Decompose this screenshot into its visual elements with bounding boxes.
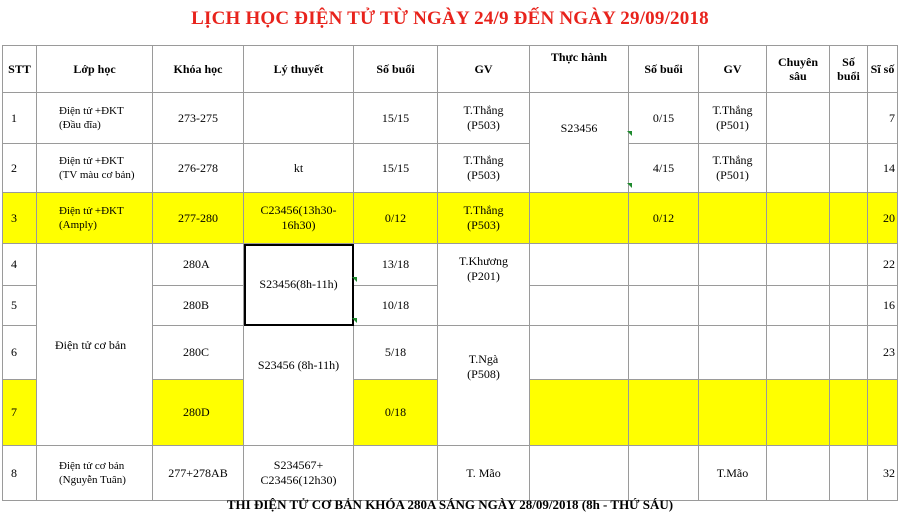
cell-th-so-buoi: 0/12 xyxy=(629,193,699,244)
cell-si-so: 14 xyxy=(868,144,898,193)
lop-line-1: Điện tử cơ bản xyxy=(59,460,125,472)
ly-line-1: S234567+ xyxy=(273,458,324,472)
cell-cs-so-buoi xyxy=(830,193,868,244)
cell-th-gv: T.Mão xyxy=(699,446,767,501)
cell-stt: 1 xyxy=(3,93,37,144)
cell-so-buoi: 5/18 xyxy=(354,326,438,380)
cell-cs-so-buoi xyxy=(830,446,868,501)
cell-ly-thuyet xyxy=(244,446,354,501)
gv-line-1: T.Thắng xyxy=(463,103,504,117)
header-thuc-hanh: Thực hành xyxy=(530,46,629,93)
lop-line-2: (Nguyễn Tuân) xyxy=(59,474,126,486)
cell-chuyen-sau xyxy=(767,144,830,193)
cell-lop-hoc xyxy=(37,144,153,193)
cell-lop-hoc xyxy=(37,93,153,144)
cell-lop-hoc xyxy=(37,446,153,501)
cell-ly-thuyet xyxy=(244,193,354,244)
cell-so-buoi: 15/15 xyxy=(354,144,438,193)
ly-line-1: C23456(13h30- xyxy=(260,203,337,217)
cell-cs-so-buoi xyxy=(830,93,868,144)
cell-lop-hoc xyxy=(37,193,153,244)
cell-gv-merged xyxy=(438,326,530,446)
cell-chuyen-sau xyxy=(767,244,830,286)
table-row-highlighted xyxy=(3,193,898,244)
cell-so-buoi: 10/18 xyxy=(354,286,438,326)
cell-thuc-hanh xyxy=(530,326,629,380)
lop-line-2: (Amply) xyxy=(59,219,97,231)
cell-thuc-hanh xyxy=(530,286,629,326)
cell-lop-hoc-merged: Điện tử cơ bản xyxy=(37,244,153,446)
cell-gv-merged xyxy=(438,244,530,326)
cell-stt: 4 xyxy=(3,244,37,286)
gv-line-1: T.Thắng xyxy=(463,153,504,167)
cell-khoa-hoc: 277-280 xyxy=(153,193,244,244)
cell-cs-so-buoi xyxy=(830,380,868,446)
cell-thuc-hanh xyxy=(530,244,629,286)
cell-stt: 7 xyxy=(3,380,37,446)
cell-so-buoi: 13/18 xyxy=(354,244,438,286)
cell-thuc-hanh xyxy=(530,446,629,501)
cell-so-buoi: 15/15 xyxy=(354,93,438,144)
header-ly-thuyet: Lý thuyết xyxy=(244,46,354,93)
cell-th-gv xyxy=(699,286,767,326)
ly-line-2: C23456(12h30) xyxy=(260,473,337,487)
cell-khoa-hoc: 280D xyxy=(153,380,244,446)
cell-stt: 3 xyxy=(3,193,37,244)
header-so-buoi-lt: Số buổi xyxy=(354,46,438,93)
cell-khoa-hoc: 273-275 xyxy=(153,93,244,144)
cell-gv xyxy=(438,93,530,144)
table-row xyxy=(3,244,898,286)
cell-si-so: 22 xyxy=(868,244,898,286)
cell-th-so-buoi: 4/15 xyxy=(629,144,699,193)
cell-cs-so-buoi xyxy=(830,326,868,380)
cell-chuyen-sau xyxy=(767,446,830,501)
cell-si-so: 16 xyxy=(868,286,898,326)
comment-marker-icon xyxy=(352,318,357,323)
cell-so-buoi: 0/18 xyxy=(354,380,438,446)
table-row xyxy=(3,93,898,144)
header-gv-th: GV xyxy=(699,46,767,93)
cell-chuyen-sau xyxy=(767,326,830,380)
cell-th-so-buoi: 0/15 xyxy=(629,93,699,144)
header-si-so: Sĩ số xyxy=(868,46,898,93)
th-gv-line-2: (P501) xyxy=(716,168,749,182)
cell-stt: 8 xyxy=(3,446,37,501)
table-row xyxy=(3,144,898,193)
header-so-buoi-th: Số buổi xyxy=(629,46,699,93)
gv-line-2: (P503) xyxy=(467,168,500,182)
cell-stt: 5 xyxy=(3,286,37,326)
comment-marker-icon xyxy=(352,277,357,282)
cell-gv xyxy=(438,144,530,193)
cell-stt: 6 xyxy=(3,326,37,380)
cell-thuc-hanh xyxy=(530,193,629,244)
cell-si-so: 32 xyxy=(868,446,898,501)
lop-line-2: (Đầu đĩa) xyxy=(59,119,101,131)
cell-th-gv xyxy=(699,326,767,380)
header-row xyxy=(3,46,898,93)
cell-th-gv xyxy=(699,93,767,144)
schedule-table xyxy=(2,45,898,501)
cell-chuyen-sau xyxy=(767,193,830,244)
cell-ly-thuyet: kt xyxy=(244,144,354,193)
cell-ly-thuyet xyxy=(244,93,354,144)
header-khoa-hoc: Khóa học xyxy=(153,46,244,93)
cell-stt: 2 xyxy=(3,144,37,193)
cell-th-so-buoi xyxy=(629,326,699,380)
cell-khoa-hoc: 280C xyxy=(153,326,244,380)
cell-khoa-hoc: 276-278 xyxy=(153,144,244,193)
cell-so-buoi: 0/12 xyxy=(354,193,438,244)
lop-line-1: Điện tử +ĐKT xyxy=(59,105,124,117)
th-gv-line-2: (P501) xyxy=(716,118,749,132)
cell-khoa-hoc: 280A xyxy=(153,244,244,286)
cell-si-so: 23 xyxy=(868,326,898,380)
cell-ly-thuyet-merged: S23456(8h-11h) xyxy=(244,244,354,326)
cell-th-gv xyxy=(699,244,767,286)
cell-th-gv xyxy=(699,380,767,446)
cell-chuyen-sau xyxy=(767,286,830,326)
gv-line-2: (P503) xyxy=(467,218,500,232)
cell-thuc-hanh-merged: S23456 xyxy=(530,93,629,193)
th-gv-line-1: T.Thắng xyxy=(712,153,753,167)
cell-gv: T. Mão xyxy=(438,446,530,501)
cell-thuc-hanh xyxy=(530,380,629,446)
header-stt: STT xyxy=(3,46,37,93)
cell-si-so: 7 xyxy=(868,93,898,144)
header-chuyen-sau: Chuyên sâu xyxy=(767,46,830,93)
gv-line-2: (P201) xyxy=(467,269,500,283)
cell-th-so-buoi xyxy=(629,244,699,286)
comment-marker-icon xyxy=(627,131,632,136)
cell-ly-thuyet-merged: S23456 (8h-11h) xyxy=(244,326,354,446)
cell-th-gv xyxy=(699,193,767,244)
cell-cs-so-buoi xyxy=(830,144,868,193)
cell-chuyen-sau xyxy=(767,93,830,144)
cell-so-buoi xyxy=(354,446,438,501)
cell-si-so: 20 xyxy=(868,193,898,244)
comment-marker-icon xyxy=(627,183,632,188)
header-gv-lt: GV xyxy=(438,46,530,93)
cell-th-so-buoi xyxy=(629,380,699,446)
cell-cs-so-buoi xyxy=(830,286,868,326)
cell-th-so-buoi xyxy=(629,286,699,326)
cell-khoa-hoc: 280B xyxy=(153,286,244,326)
lop-line-2: (TV màu cơ bản) xyxy=(59,169,135,181)
cell-cs-so-buoi xyxy=(830,244,868,286)
ly-line-2: 16h30) xyxy=(281,218,316,232)
cell-gv xyxy=(438,193,530,244)
lop-line-1: Điện tử +ĐKT xyxy=(59,155,124,167)
gv-line-2: (P508) xyxy=(467,367,500,381)
header-so-buoi-cs: Số buổi xyxy=(830,46,868,93)
cell-si-so xyxy=(868,380,898,446)
cell-khoa-hoc: 277+278AB xyxy=(153,446,244,501)
cell-chuyen-sau xyxy=(767,380,830,446)
gv-line-1: T.Khương xyxy=(459,254,508,268)
header-lop-hoc: Lớp học xyxy=(37,46,153,93)
gv-line-1: T.Ngà xyxy=(468,352,499,366)
exam-note: THI ĐIỆN TỬ CƠ BẢN KHÓA 280A SÁNG NGÀY 28/09/2018 (8h - THỨ SÁU) xyxy=(226,497,674,512)
gv-line-2: (P503) xyxy=(467,118,500,132)
cell-th-so-buoi xyxy=(629,446,699,501)
cell-th-gv xyxy=(699,144,767,193)
lop-line-1: Điện tử +ĐKT xyxy=(59,205,124,217)
gv-line-1: T.Thắng xyxy=(463,203,504,217)
th-gv-line-1: T.Thắng xyxy=(712,103,753,117)
page-title: LỊCH HỌC ĐIỆN TỬ TỪ NGÀY 24/9 ĐẾN NGÀY 29/09/2018 xyxy=(191,8,709,29)
table-row xyxy=(3,446,898,501)
